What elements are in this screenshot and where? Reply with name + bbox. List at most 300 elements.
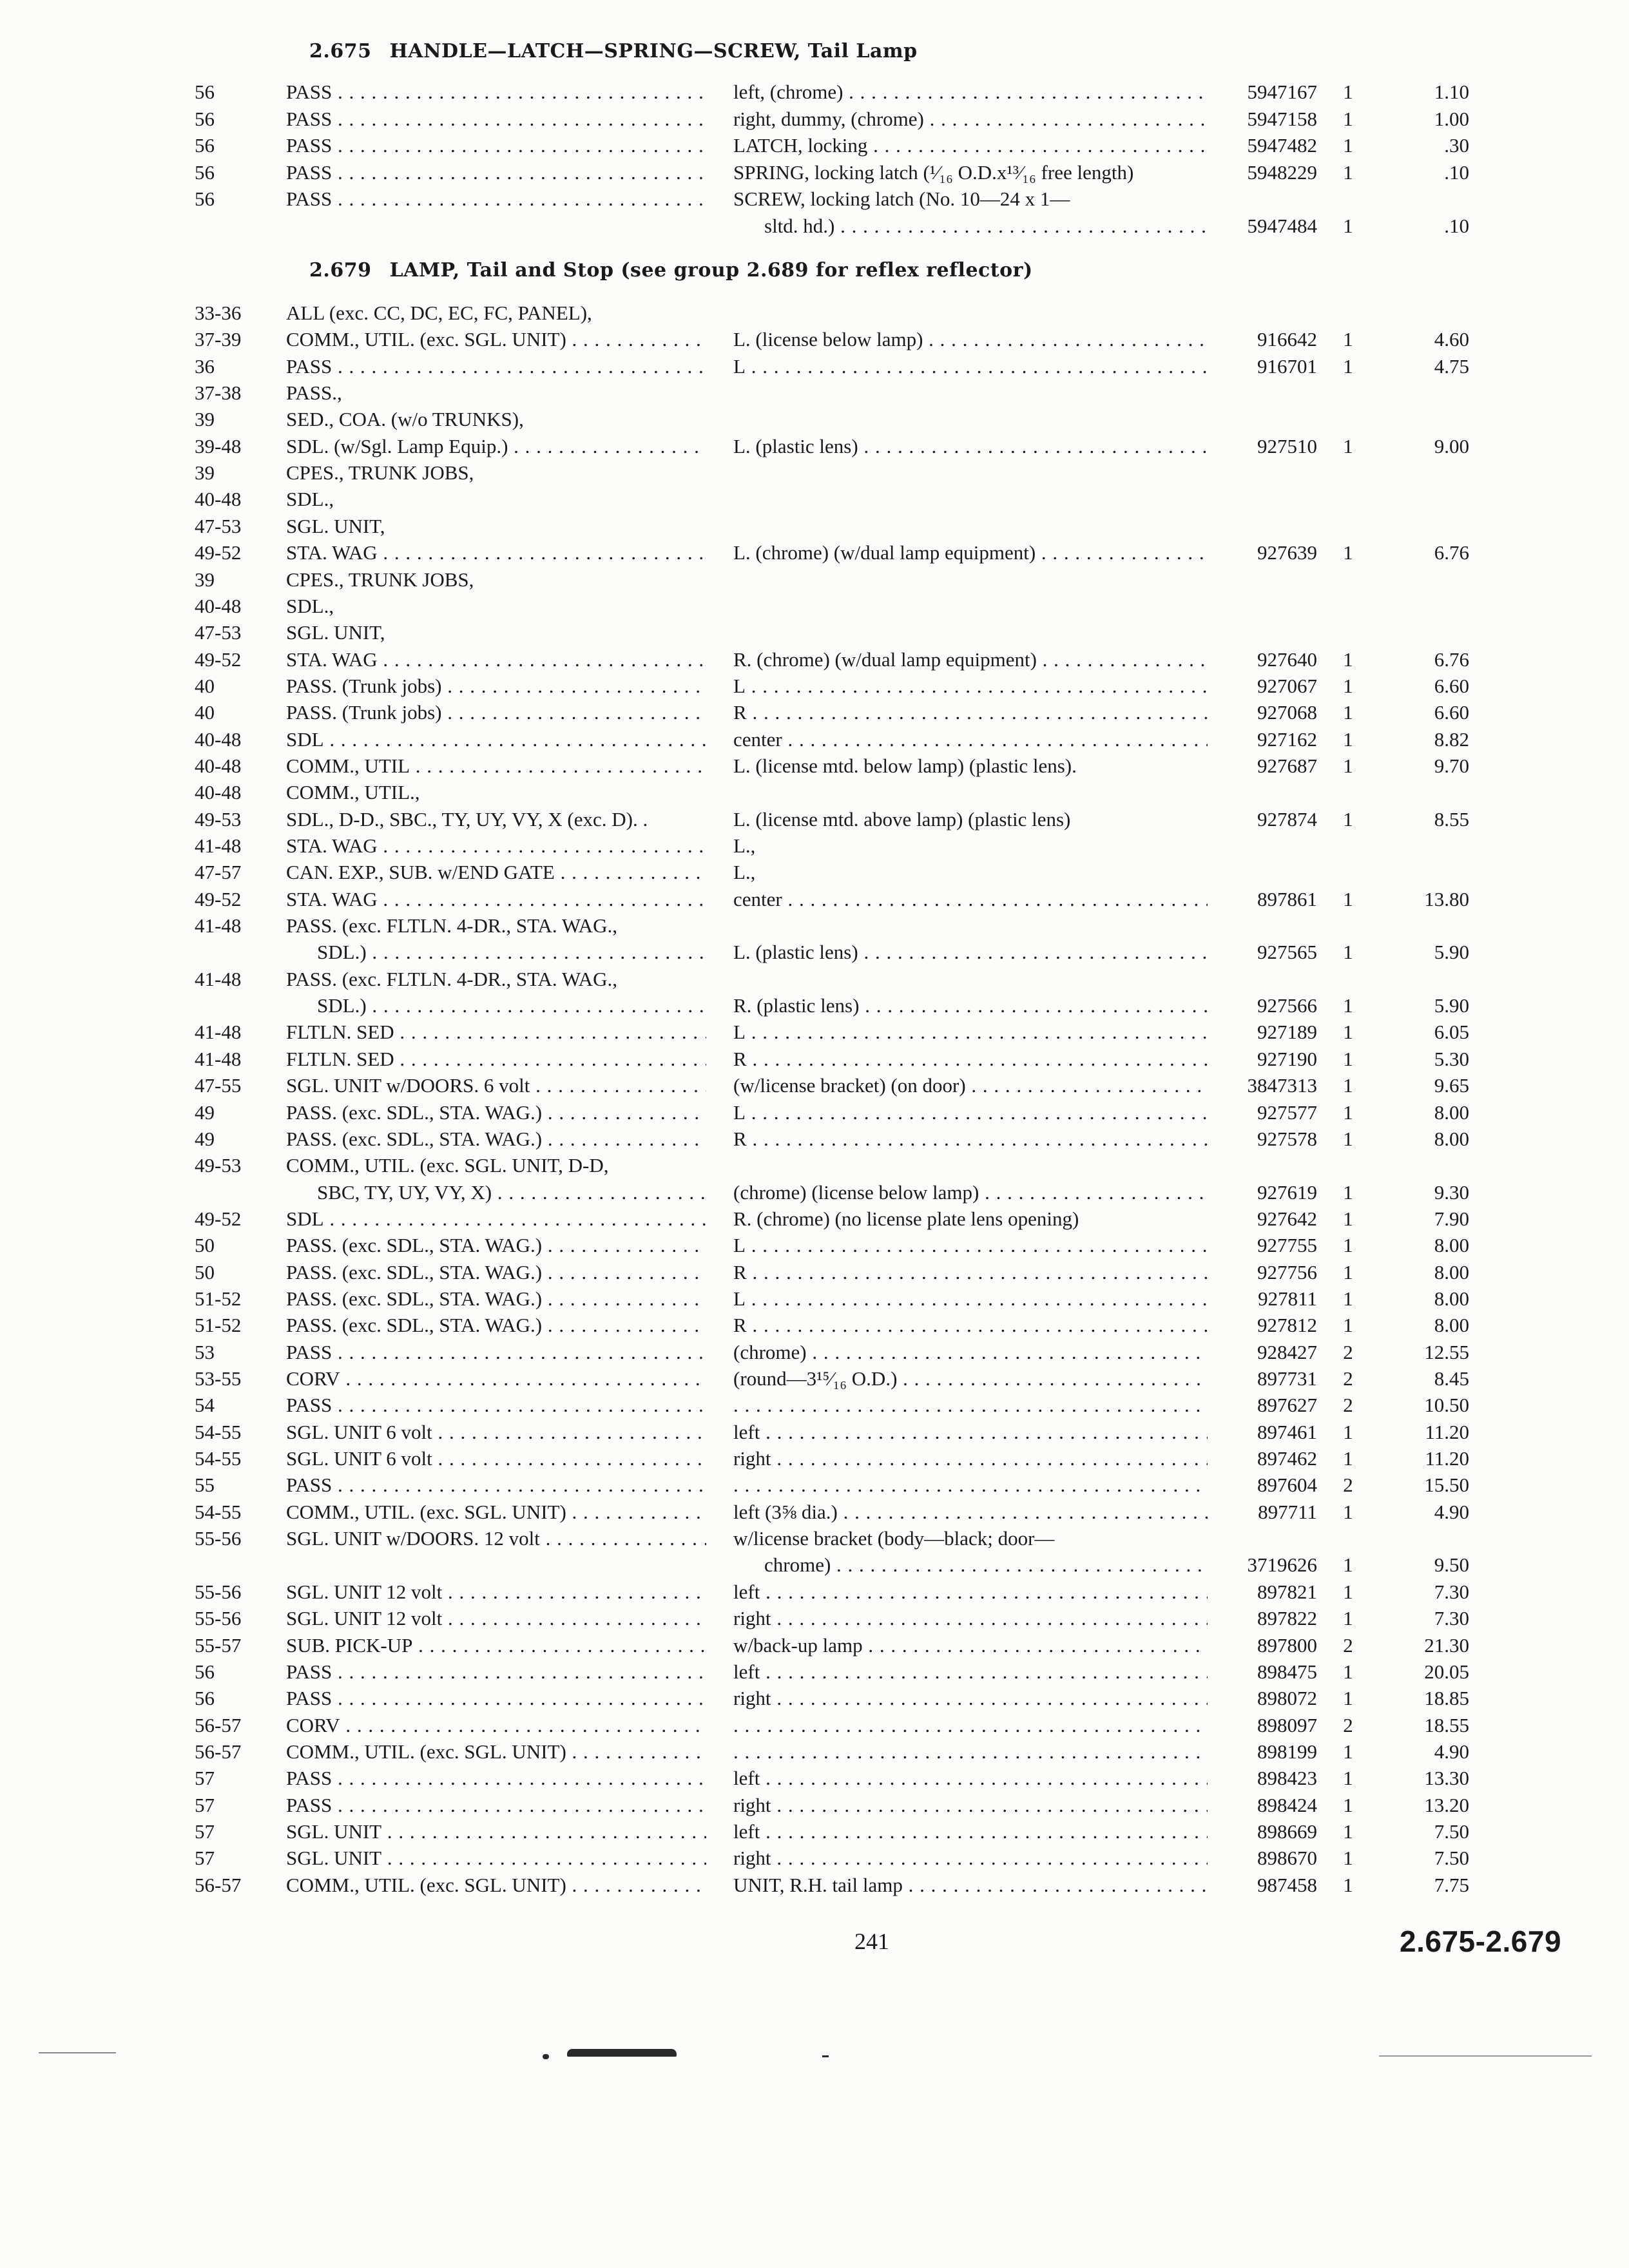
description-cell: L . . . (733, 673, 1208, 699)
year-cell: 47-55 (195, 1074, 242, 1097)
year-cell: 49 (195, 1127, 215, 1150)
description-cell: R . . . (733, 1126, 1208, 1152)
model-cell: PASS . . . (286, 1472, 706, 1498)
description-cell: left . . . (733, 1765, 1208, 1791)
model-cell: PASS . . . (286, 159, 706, 186)
table-row (0, 1339, 1629, 1365)
model-cell: PASS. (exc. SDL., STA. WAG.) . . . (286, 1099, 706, 1126)
part-number-cell: 5947158 (1247, 107, 1317, 130)
year-cell: 54 (195, 1394, 215, 1417)
scan-artifact (543, 2054, 549, 2059)
model-cell: SGL. UNIT 12 volt . . . (286, 1579, 706, 1605)
quantity-cell: 1 (1343, 1021, 1353, 1044)
quantity-cell: 1 (1343, 1767, 1353, 1790)
year-cell: 49-52 (195, 541, 242, 564)
part-number-cell: 927565 (1257, 941, 1317, 964)
part-number-cell: 927190 (1257, 1047, 1317, 1070)
description-cell: R . . . (733, 1259, 1208, 1285)
model-cell: COMM., UTIL. (exc. SGL. UNIT, D-D, (286, 1154, 609, 1177)
model-cell: SDL . . . (286, 1206, 706, 1232)
part-number-cell: 898199 (1257, 1740, 1317, 1763)
year-cell: 51-52 (195, 1314, 242, 1337)
table-row (0, 1632, 1629, 1658)
quantity-cell: 1 (1343, 701, 1353, 724)
table-row (0, 939, 1629, 965)
model-cell: SGL. UNIT, (286, 621, 385, 644)
year-cell: 55-57 (195, 1633, 242, 1657)
year-cell: 56 (195, 134, 215, 157)
part-number-cell: 928427 (1257, 1340, 1317, 1363)
part-number-cell: 898097 (1257, 1713, 1317, 1736)
price-cell: 13.20 (1424, 1793, 1469, 1816)
price-cell: 5.30 (1434, 1047, 1469, 1070)
year-cell: 40-48 (195, 754, 242, 777)
part-number-cell: 898669 (1257, 1820, 1317, 1843)
year-cell: 41-48 (195, 967, 242, 990)
quantity-cell: 1 (1343, 727, 1353, 751)
description-cell: left, (chrome) . . . (733, 79, 1208, 105)
model-cell: SDL. (w/Sgl. Lamp Equip.) . . . (286, 433, 706, 459)
description-cell (733, 1392, 1208, 1418)
quantity-cell: 1 (1343, 1127, 1353, 1150)
model-cell: PASS . . . (286, 106, 706, 132)
group-range: 2.675-2.679 (1400, 1925, 1562, 1958)
part-number-cell: 927189 (1257, 1021, 1317, 1044)
model-cell: STA. WAG . . . (286, 646, 706, 673)
model-cell: SDL., (286, 488, 334, 511)
description-cell: w/back-up lamp . . . (733, 1632, 1208, 1658)
quantity-cell: 1 (1343, 1260, 1353, 1283)
model-cell: SGL. UNIT 12 volt . . . (286, 1605, 706, 1631)
description-cell: right . . . (733, 1845, 1208, 1871)
part-number-cell: 897861 (1257, 887, 1317, 910)
model-cell: CPES., TRUNK JOBS, (286, 568, 474, 591)
table-row (0, 1658, 1629, 1685)
year-cell: 54-55 (195, 1500, 242, 1523)
year-cell: 56 (195, 1687, 215, 1710)
description-cell: left . . . (733, 1658, 1208, 1685)
price-cell: .10 (1444, 214, 1469, 237)
part-number-cell: 3847313 (1247, 1074, 1317, 1097)
year-cell: 41-48 (195, 834, 242, 857)
quantity-cell: 1 (1343, 107, 1353, 130)
description-cell: LATCH, locking . . . (733, 132, 1208, 159)
description-cell (733, 1712, 1208, 1738)
quantity-cell: 1 (1343, 1607, 1353, 1630)
year-cell: 41-48 (195, 1021, 242, 1044)
model-cell: PASS . . . (286, 79, 706, 105)
price-cell: 5.90 (1434, 941, 1469, 964)
quantity-cell: 1 (1343, 887, 1353, 910)
part-number-cell: 927577 (1257, 1100, 1317, 1124)
model-cell: PASS . . . (286, 132, 706, 159)
part-number-cell: 897711 (1258, 1500, 1317, 1523)
part-number-cell: 5947482 (1247, 134, 1317, 157)
price-cell: 15.50 (1424, 1474, 1469, 1497)
part-number-cell: 927566 (1257, 994, 1317, 1017)
table-row (0, 992, 1629, 1019)
price-cell: 9.00 (1434, 434, 1469, 457)
quantity-cell: 1 (1343, 1687, 1353, 1710)
table-row (0, 1019, 1629, 1045)
part-number-cell: 898423 (1257, 1767, 1317, 1790)
year-cell: 47-57 (195, 861, 242, 884)
quantity-cell: 1 (1343, 1180, 1353, 1204)
table-row (0, 619, 1629, 646)
part-number-cell: 897821 (1257, 1580, 1317, 1603)
year-cell: 49-52 (195, 1207, 242, 1230)
table-row (0, 1712, 1629, 1738)
table-row (0, 1259, 1629, 1285)
year-cell: 53 (195, 1340, 215, 1363)
table-row (0, 213, 1629, 239)
quantity-cell: 1 (1343, 1100, 1353, 1124)
model-cell: PASS. (exc. SDL., STA. WAG.) . . . (286, 1126, 706, 1152)
model-cell: PASS . . . (286, 1792, 706, 1818)
part-number-cell: 5947167 (1247, 81, 1317, 103)
description-cell: R . . . (733, 699, 1208, 726)
price-cell: 1.00 (1434, 107, 1469, 130)
description-cell: R. (chrome) (w/dual lamp equipment) . . . (733, 646, 1208, 673)
part-number-cell: 927640 (1257, 648, 1317, 671)
price-cell: 6.60 (1434, 674, 1469, 697)
description-cell: L. (plastic lens) . . . (733, 939, 1208, 965)
quantity-cell: 1 (1343, 1234, 1353, 1257)
part-number-cell: 987458 (1257, 1873, 1317, 1896)
part-number-cell: 897822 (1257, 1607, 1317, 1630)
model-cell: PASS. (exc. SDL., STA. WAG.) . . . (286, 1232, 706, 1258)
part-number-cell: 5947484 (1247, 214, 1317, 237)
model-cell: PASS . . . (286, 1658, 706, 1685)
model-cell: PASS . . . (286, 1685, 706, 1711)
model-cell: SGL. UNIT w/DOORS. 6 volt . . . (286, 1072, 706, 1099)
part-number-cell: 916642 (1257, 328, 1317, 351)
price-cell: 7.50 (1434, 1820, 1469, 1843)
year-cell: 40-48 (195, 488, 242, 511)
price-cell: 8.55 (1434, 807, 1469, 831)
quantity-cell: 1 (1343, 1820, 1353, 1843)
year-cell: 33-36 (195, 302, 242, 324)
price-cell: 4.90 (1434, 1500, 1469, 1523)
table-row (0, 726, 1629, 753)
price-cell: 13.80 (1424, 887, 1469, 910)
table-row (0, 106, 1629, 132)
table-row (0, 539, 1629, 566)
part-number-cell: 916701 (1257, 354, 1317, 378)
table-row (0, 1818, 1629, 1845)
part-number-cell: 898475 (1257, 1660, 1317, 1683)
table-row (0, 1392, 1629, 1418)
model-cell: CORV . . . (286, 1365, 706, 1392)
table-row (0, 1179, 1629, 1206)
description-cell: SCREW, locking latch (No. 10—24 x 1— (733, 187, 1070, 210)
description-cell (733, 1738, 1208, 1765)
quantity-cell: 1 (1343, 1660, 1353, 1683)
model-cell: COMM., UTIL. (exc. SGL. UNIT) . . . (286, 1872, 706, 1898)
table-row (0, 1046, 1629, 1072)
part-number-cell: 5948229 (1247, 160, 1317, 184)
description-cell: L. (license mtd. below lamp) (plastic lens). (733, 754, 1077, 777)
description-cell: L. (chrome) (w/dual lamp equipment) . . . (733, 539, 1208, 566)
model-cell: SGL. UNIT 6 volt . . . (286, 1419, 706, 1445)
model-cell: FLTLN. SED . . . (286, 1019, 706, 1045)
part-number-cell: 927687 (1257, 754, 1317, 777)
description-cell: L . . . (733, 353, 1208, 380)
price-cell: 6.76 (1434, 648, 1469, 671)
model-cell: SDL.) . . . (286, 939, 706, 965)
part-number-cell: 927811 (1258, 1287, 1317, 1310)
description-cell: L., (733, 861, 756, 884)
quantity-cell: 1 (1343, 134, 1353, 157)
model-cell: CAN. EXP., SUB. w/END GATE . . . (286, 859, 706, 885)
quantity-cell: 1 (1343, 1207, 1353, 1230)
description-cell: right . . . (733, 1792, 1208, 1818)
year-cell: 57 (195, 1793, 215, 1816)
year-cell: 40 (195, 701, 215, 724)
table-row (0, 186, 1629, 212)
scan-artifact (567, 2049, 677, 2057)
description-cell: (chrome) (license below lamp) . . . (733, 1179, 1208, 1206)
quantity-cell: 1 (1343, 1287, 1353, 1310)
description-cell: center . . . (733, 726, 1208, 753)
quantity-cell: 1 (1343, 1580, 1353, 1603)
table-row (0, 646, 1629, 673)
year-cell: 40 (195, 674, 215, 697)
table-row (0, 380, 1629, 406)
price-cell: 7.75 (1434, 1873, 1469, 1896)
quantity-cell: 1 (1343, 434, 1353, 457)
model-cell: COMM., UTIL . . . (286, 753, 706, 779)
description-cell: left . . . (733, 1818, 1208, 1845)
quantity-cell: 1 (1343, 1047, 1353, 1070)
year-cell: 47-53 (195, 514, 242, 537)
part-number-cell: 898424 (1257, 1793, 1317, 1816)
model-cell: STA. WAG . . . (286, 539, 706, 566)
model-cell: SDL., (286, 594, 334, 617)
price-cell: 6.76 (1434, 541, 1469, 564)
price-cell: 20.05 (1424, 1660, 1469, 1683)
table-row (0, 132, 1629, 159)
quantity-cell: 1 (1343, 214, 1353, 237)
scan-artifact (1379, 2055, 1592, 2057)
description-cell (733, 1472, 1208, 1498)
table-row (0, 1499, 1629, 1525)
table-row (0, 459, 1629, 486)
part-number-cell: 927068 (1257, 701, 1317, 724)
part-number-cell: 927812 (1257, 1314, 1317, 1337)
table-row (0, 1525, 1629, 1552)
description-cell: left . . . (733, 1419, 1208, 1445)
quantity-cell: 1 (1343, 1847, 1353, 1870)
year-cell: 39-48 (195, 434, 242, 457)
year-cell: 56 (195, 81, 215, 103)
section-title: LAMP, Tail and Stop (see group 2.689 for reflex reflector) (389, 259, 1033, 282)
scan-artifact (39, 2052, 116, 2053)
section-heading-2675 (309, 40, 918, 62)
year-cell: 49-53 (195, 807, 242, 831)
year-cell: 51-52 (195, 1287, 242, 1310)
year-cell: 57 (195, 1847, 215, 1870)
quantity-cell: 1 (1343, 81, 1353, 103)
part-number-cell: 927578 (1257, 1127, 1317, 1150)
table-row (0, 753, 1629, 779)
year-cell: 37-38 (195, 381, 242, 405)
table-row (0, 1419, 1629, 1445)
scan-artifact (822, 2055, 829, 2057)
price-cell: 8.00 (1434, 1127, 1469, 1150)
model-cell: PASS. (exc. FLTLN. 4-DR., STA. WAG., (286, 914, 617, 937)
year-cell: 39 (195, 408, 215, 431)
model-cell: STA. WAG . . . (286, 832, 706, 859)
model-cell: PASS., (286, 381, 342, 405)
description-cell: right . . . (733, 1445, 1208, 1472)
table-row (0, 912, 1629, 939)
part-number-cell: 897604 (1257, 1474, 1317, 1497)
model-cell: PASS . . . (286, 186, 706, 212)
year-cell: 50 (195, 1260, 215, 1283)
price-cell: 7.30 (1434, 1580, 1469, 1603)
part-number-cell: 897627 (1257, 1394, 1317, 1417)
year-cell: 53-55 (195, 1367, 242, 1390)
table-row (0, 593, 1629, 619)
table-row (0, 406, 1629, 432)
quantity-cell: 2 (1343, 1340, 1353, 1363)
description-cell: (chrome) . . . (733, 1339, 1208, 1365)
table-row (0, 566, 1629, 593)
part-number-cell: 898670 (1257, 1847, 1317, 1870)
model-cell: SED., COA. (w/o TRUNKS), (286, 408, 524, 431)
description-cell: L. (license mtd. above lamp) (plastic lens) (733, 807, 1071, 831)
price-cell: 7.30 (1434, 1607, 1469, 1630)
description-cell: sltd. hd.) . . . (733, 213, 1208, 239)
part-number-cell: 927642 (1257, 1207, 1317, 1230)
price-cell: 18.55 (1424, 1713, 1469, 1736)
table-row (0, 353, 1629, 380)
price-cell: 8.00 (1434, 1260, 1469, 1283)
year-cell: 56-57 (195, 1740, 242, 1763)
price-cell: 8.00 (1434, 1234, 1469, 1257)
part-number-cell: 898072 (1257, 1687, 1317, 1710)
year-cell: 55-56 (195, 1580, 242, 1603)
table-row (0, 673, 1629, 699)
year-cell: 56 (195, 187, 215, 210)
description-cell: R. (plastic lens) . . . (733, 992, 1208, 1019)
quantity-cell: 1 (1343, 160, 1353, 184)
year-cell: 56 (195, 1660, 215, 1683)
model-cell: PASS. (Trunk jobs) . . . (286, 699, 706, 726)
description-cell: L. (plastic lens) . . . (733, 433, 1208, 459)
price-cell: .30 (1444, 134, 1469, 157)
quantity-cell: 1 (1343, 648, 1353, 671)
model-cell: SDL., D-D., SBC., TY, UY, VY, X (exc. D). . (286, 807, 648, 831)
part-number-cell: 927619 (1257, 1180, 1317, 1204)
year-cell: 56-57 (195, 1873, 242, 1896)
quantity-cell: 1 (1343, 1420, 1353, 1443)
year-cell: 49-53 (195, 1154, 242, 1177)
model-cell: PASS. (exc. FLTLN. 4-DR., STA. WAG., (286, 967, 617, 990)
year-cell: 57 (195, 1820, 215, 1843)
year-cell: 55-56 (195, 1527, 242, 1550)
part-number-cell: 927510 (1257, 434, 1317, 457)
table-row (0, 1232, 1629, 1258)
description-cell: L . . . (733, 1285, 1208, 1312)
quantity-cell: 2 (1343, 1713, 1353, 1736)
model-cell: STA. WAG . . . (286, 886, 706, 912)
table-row (0, 1099, 1629, 1126)
table-row (0, 1552, 1629, 1578)
table-row (0, 486, 1629, 512)
section-number: 2.679 (309, 259, 372, 282)
part-number-cell: 897800 (1257, 1633, 1317, 1657)
section-title: HANDLE—LATCH—SPRING—SCREW, Tail Lamp (389, 40, 918, 62)
price-cell: 4.60 (1434, 328, 1469, 351)
quantity-cell: 1 (1343, 1873, 1353, 1896)
model-cell: SUB. PICK-UP . . . (286, 1632, 706, 1658)
model-cell: SGL. UNIT, (286, 514, 385, 537)
model-cell: COMM., UTIL., (286, 781, 420, 804)
model-cell: SGL. UNIT . . . (286, 1845, 706, 1871)
part-number-cell: 927162 (1257, 727, 1317, 751)
quantity-cell: 2 (1343, 1394, 1353, 1417)
table-row (0, 513, 1629, 539)
year-cell: 36 (195, 354, 215, 378)
model-cell: PASS . . . (286, 1765, 706, 1791)
year-cell: 40-48 (195, 594, 242, 617)
year-cell: 41-48 (195, 914, 242, 937)
description-cell: left . . . (733, 1579, 1208, 1605)
description-cell: R . . . (733, 1046, 1208, 1072)
price-cell: 18.85 (1424, 1687, 1469, 1710)
table-row (0, 1845, 1629, 1871)
model-cell: PASS . . . (286, 1339, 706, 1365)
table-row (0, 859, 1629, 885)
table-row (0, 326, 1629, 352)
quantity-cell: 2 (1343, 1367, 1353, 1390)
table-row (0, 1072, 1629, 1099)
table-row (0, 886, 1629, 912)
model-cell: PASS . . . (286, 1392, 706, 1418)
table-row (0, 1872, 1629, 1898)
table-row (0, 79, 1629, 105)
table-row (0, 699, 1629, 726)
model-cell: COMM., UTIL. (exc. SGL. UNIT) . . . (286, 1499, 706, 1525)
description-cell: L . . . (733, 1019, 1208, 1045)
description-cell: right . . . (733, 1685, 1208, 1711)
year-cell: 40-48 (195, 727, 242, 751)
year-cell: 49-52 (195, 887, 242, 910)
description-cell: right . . . (733, 1605, 1208, 1631)
year-cell: 41-48 (195, 1047, 242, 1070)
description-cell: R . . . (733, 1312, 1208, 1338)
price-cell: 9.65 (1434, 1074, 1469, 1097)
year-cell: 56-57 (195, 1713, 242, 1736)
model-cell: SGL. UNIT 6 volt . . . (286, 1445, 706, 1472)
model-cell: CORV . . . (286, 1712, 706, 1738)
section-heading-2679 (309, 259, 1033, 282)
price-cell: 9.50 (1434, 1553, 1469, 1577)
quantity-cell: 1 (1343, 354, 1353, 378)
year-cell: 39 (195, 568, 215, 591)
price-cell: .10 (1444, 160, 1469, 184)
part-number-cell: 927639 (1257, 541, 1317, 564)
table-row (0, 832, 1629, 859)
price-cell: 8.00 (1434, 1100, 1469, 1124)
model-cell: COMM., UTIL. (exc. SGL. UNIT) . . . (286, 326, 706, 352)
description-cell: center . . . (733, 886, 1208, 912)
model-cell: SDL . . . (286, 726, 706, 753)
description-cell: chrome) . . . (733, 1552, 1208, 1578)
price-cell: 7.50 (1434, 1847, 1469, 1870)
